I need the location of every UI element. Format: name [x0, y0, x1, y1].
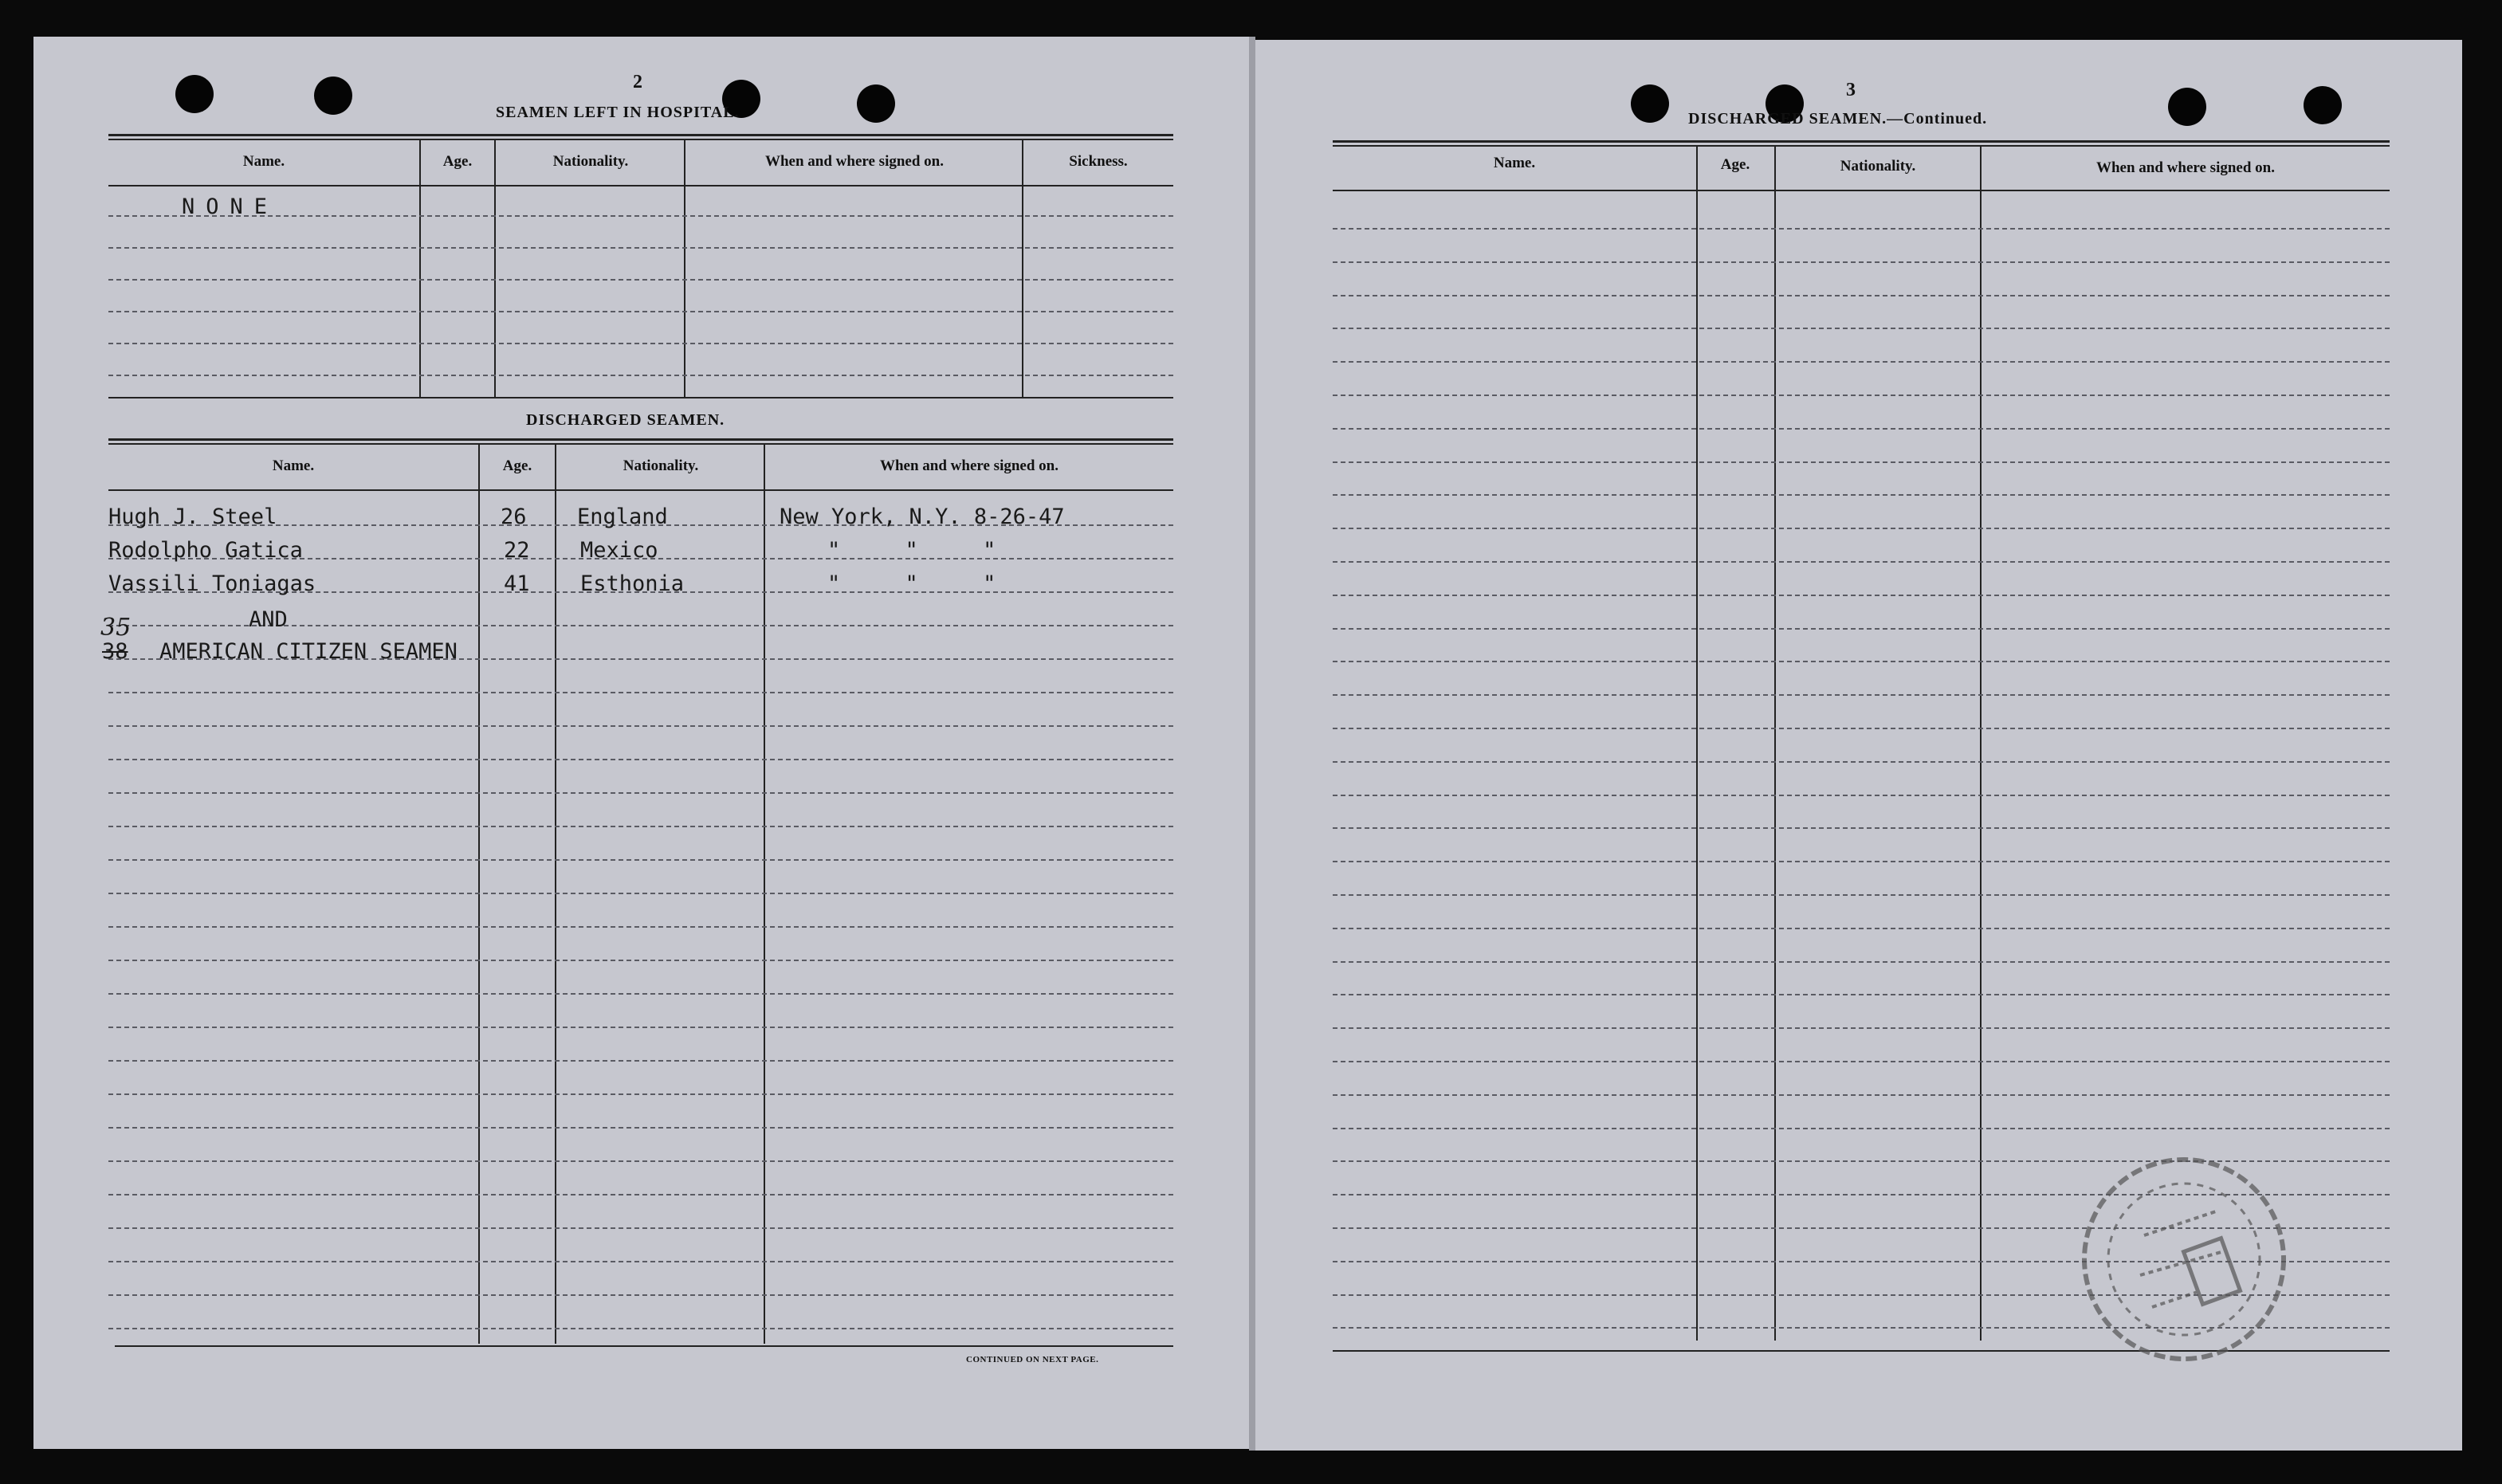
ruled-line: [108, 960, 1173, 961]
ruled-line: [108, 279, 1173, 281]
ruled-line: [108, 1160, 1173, 1162]
hospital-header-rule: [108, 185, 1173, 186]
ruled-line: [108, 247, 1173, 249]
ruled-line: [1333, 528, 2390, 529]
circular-stamp: [2064, 1140, 2312, 1379]
hospital-col-divider: [419, 139, 421, 398]
hospital-header-name: Name.: [242, 153, 285, 170]
ruled-line: [108, 375, 1173, 376]
ruled-line: [1333, 694, 2390, 696]
ruled-line: [1333, 1061, 2390, 1062]
discharged-row-nationality: England: [577, 504, 668, 529]
discharged-row-signed-on: New York, N.Y. 8-26-47: [780, 504, 1065, 529]
ruled-line: [108, 311, 1173, 312]
ruled-line: [108, 1060, 1173, 1062]
discharged-table-top-rule-2: [108, 443, 1173, 445]
discharged-header-signed-on: When and where signed on.: [879, 457, 1059, 474]
hospital-section-title: SEAMEN LEFT IN HOSPITAL.: [496, 104, 740, 121]
ruled-line: [1333, 795, 2390, 796]
hospital-col-divider: [1022, 139, 1023, 398]
ruled-line: [108, 1261, 1173, 1262]
right-header-age: Age.: [1720, 156, 1750, 173]
ruled-line: [1333, 228, 2390, 230]
right-header-rule: [1333, 190, 2390, 191]
ruled-line: [108, 893, 1173, 894]
discharged-row-signed-on: " " ": [827, 538, 996, 563]
ruled-line: [108, 1294, 1173, 1296]
ruled-line: [1333, 461, 2390, 463]
ruled-line: [108, 859, 1173, 861]
ruled-line: [1333, 761, 2390, 763]
right-table-top-rule-2: [1333, 145, 2390, 147]
discharged-section-title: DISCHARGED SEAMEN.: [526, 411, 725, 429]
ruled-line: [1333, 894, 2390, 896]
discharged-row-nationality: Mexico: [580, 538, 658, 563]
hospital-table-bottom-rule: [108, 397, 1173, 398]
ruled-line: [1333, 628, 2390, 630]
ruled-line: [108, 1227, 1173, 1229]
ruled-line: [108, 926, 1173, 928]
discharged-header-rule: [108, 489, 1173, 491]
punch-hole: [314, 77, 352, 115]
hospital-col-divider: [494, 139, 496, 398]
ruled-line: [1333, 295, 2390, 296]
ruled-line: [1333, 1128, 2390, 1129]
continued-note: CONTINUED ON NEXT PAGE.: [966, 1355, 1099, 1364]
ruled-line: [1333, 661, 2390, 662]
discharged-row-name: Hugh J. Steel: [108, 504, 277, 529]
hospital-entry-none: NONE: [182, 194, 279, 219]
page-number-left: 2: [633, 72, 642, 92]
discharged-table-top-rule: [108, 438, 1173, 441]
page-fold: [1249, 37, 1255, 1451]
discharged-row-age: 41: [504, 571, 530, 596]
ruled-line: [1333, 827, 2390, 829]
ruled-line: [1333, 728, 2390, 729]
ruled-line: [1333, 928, 2390, 929]
page-number-right: 3: [1846, 80, 1856, 100]
ruled-line: [108, 725, 1173, 727]
right-header-nationality: Nationality.: [1840, 158, 1916, 175]
punch-hole: [2168, 88, 2206, 126]
hospital-header-sickness: Sickness.: [1069, 153, 1128, 170]
hospital-header-age: Age.: [442, 153, 473, 170]
ruled-line: [108, 759, 1173, 760]
discharged-row-name: Vassili Toniagas: [108, 571, 316, 596]
note-count-corrected: 35: [100, 614, 132, 642]
punch-hole: [2304, 86, 2342, 124]
discharged-row-age: 22: [504, 538, 530, 563]
ruled-line: [1333, 1027, 2390, 1029]
ruled-line: [108, 1328, 1173, 1329]
right-table-top-rule: [1333, 140, 2390, 143]
note-count-struck: 38: [102, 639, 128, 664]
discharged-row-nationality: Esthonia: [580, 571, 685, 596]
ruled-line: [108, 1093, 1173, 1095]
ruled-line: [1333, 395, 2390, 396]
right-header-signed-on: When and where signed on.: [2095, 159, 2275, 176]
ruled-line: [108, 1194, 1173, 1195]
ruled-line: [1333, 428, 2390, 430]
discharged-table-bottom-rule: [115, 1345, 1173, 1347]
ruled-line: [108, 993, 1173, 995]
ruled-line: [1333, 861, 2390, 862]
hospital-table-top-rule: [108, 134, 1173, 136]
ruled-line: [1333, 961, 2390, 963]
ruled-line: [108, 792, 1173, 794]
note-american-citizen-seamen: AMERICAN CITIZEN SEAMEN: [159, 639, 458, 664]
discharged-row-age: 26: [501, 504, 527, 529]
note-and: AND: [249, 607, 288, 632]
right-header-name: Name.: [1493, 155, 1536, 171]
ruled-line: [1333, 561, 2390, 563]
ruled-line: [1333, 361, 2390, 363]
punch-hole: [175, 75, 214, 113]
hospital-header-nationality: Nationality.: [552, 153, 629, 170]
discharged-header-name: Name.: [272, 457, 315, 474]
ruled-line: [1333, 261, 2390, 263]
punch-hole: [1631, 84, 1669, 123]
ruled-line: [108, 1127, 1173, 1129]
hospital-table-top-rule-2: [108, 139, 1173, 140]
ruled-line: [1333, 994, 2390, 995]
discharged-row-signed-on: " " ": [827, 571, 996, 596]
discharged-header-age: Age.: [502, 457, 532, 474]
ruled-line: [1333, 494, 2390, 496]
right-section-title: DISCHARGED SEAMEN.—Continued.: [1688, 110, 1988, 128]
ruled-line: [108, 1027, 1173, 1028]
ruled-line: [1333, 328, 2390, 329]
ruled-line: [108, 826, 1173, 827]
ruled-line: [108, 343, 1173, 344]
discharged-header-nationality: Nationality.: [623, 457, 699, 474]
hospital-header-signed-on: When and where signed on.: [764, 153, 944, 170]
ruled-line: [1333, 595, 2390, 596]
ruled-line: [108, 692, 1173, 693]
discharged-row-name: Rodolpho Gatica: [108, 538, 303, 563]
ruled-line: [1333, 1094, 2390, 1096]
hospital-col-divider: [684, 139, 685, 398]
punch-hole: [857, 84, 895, 123]
